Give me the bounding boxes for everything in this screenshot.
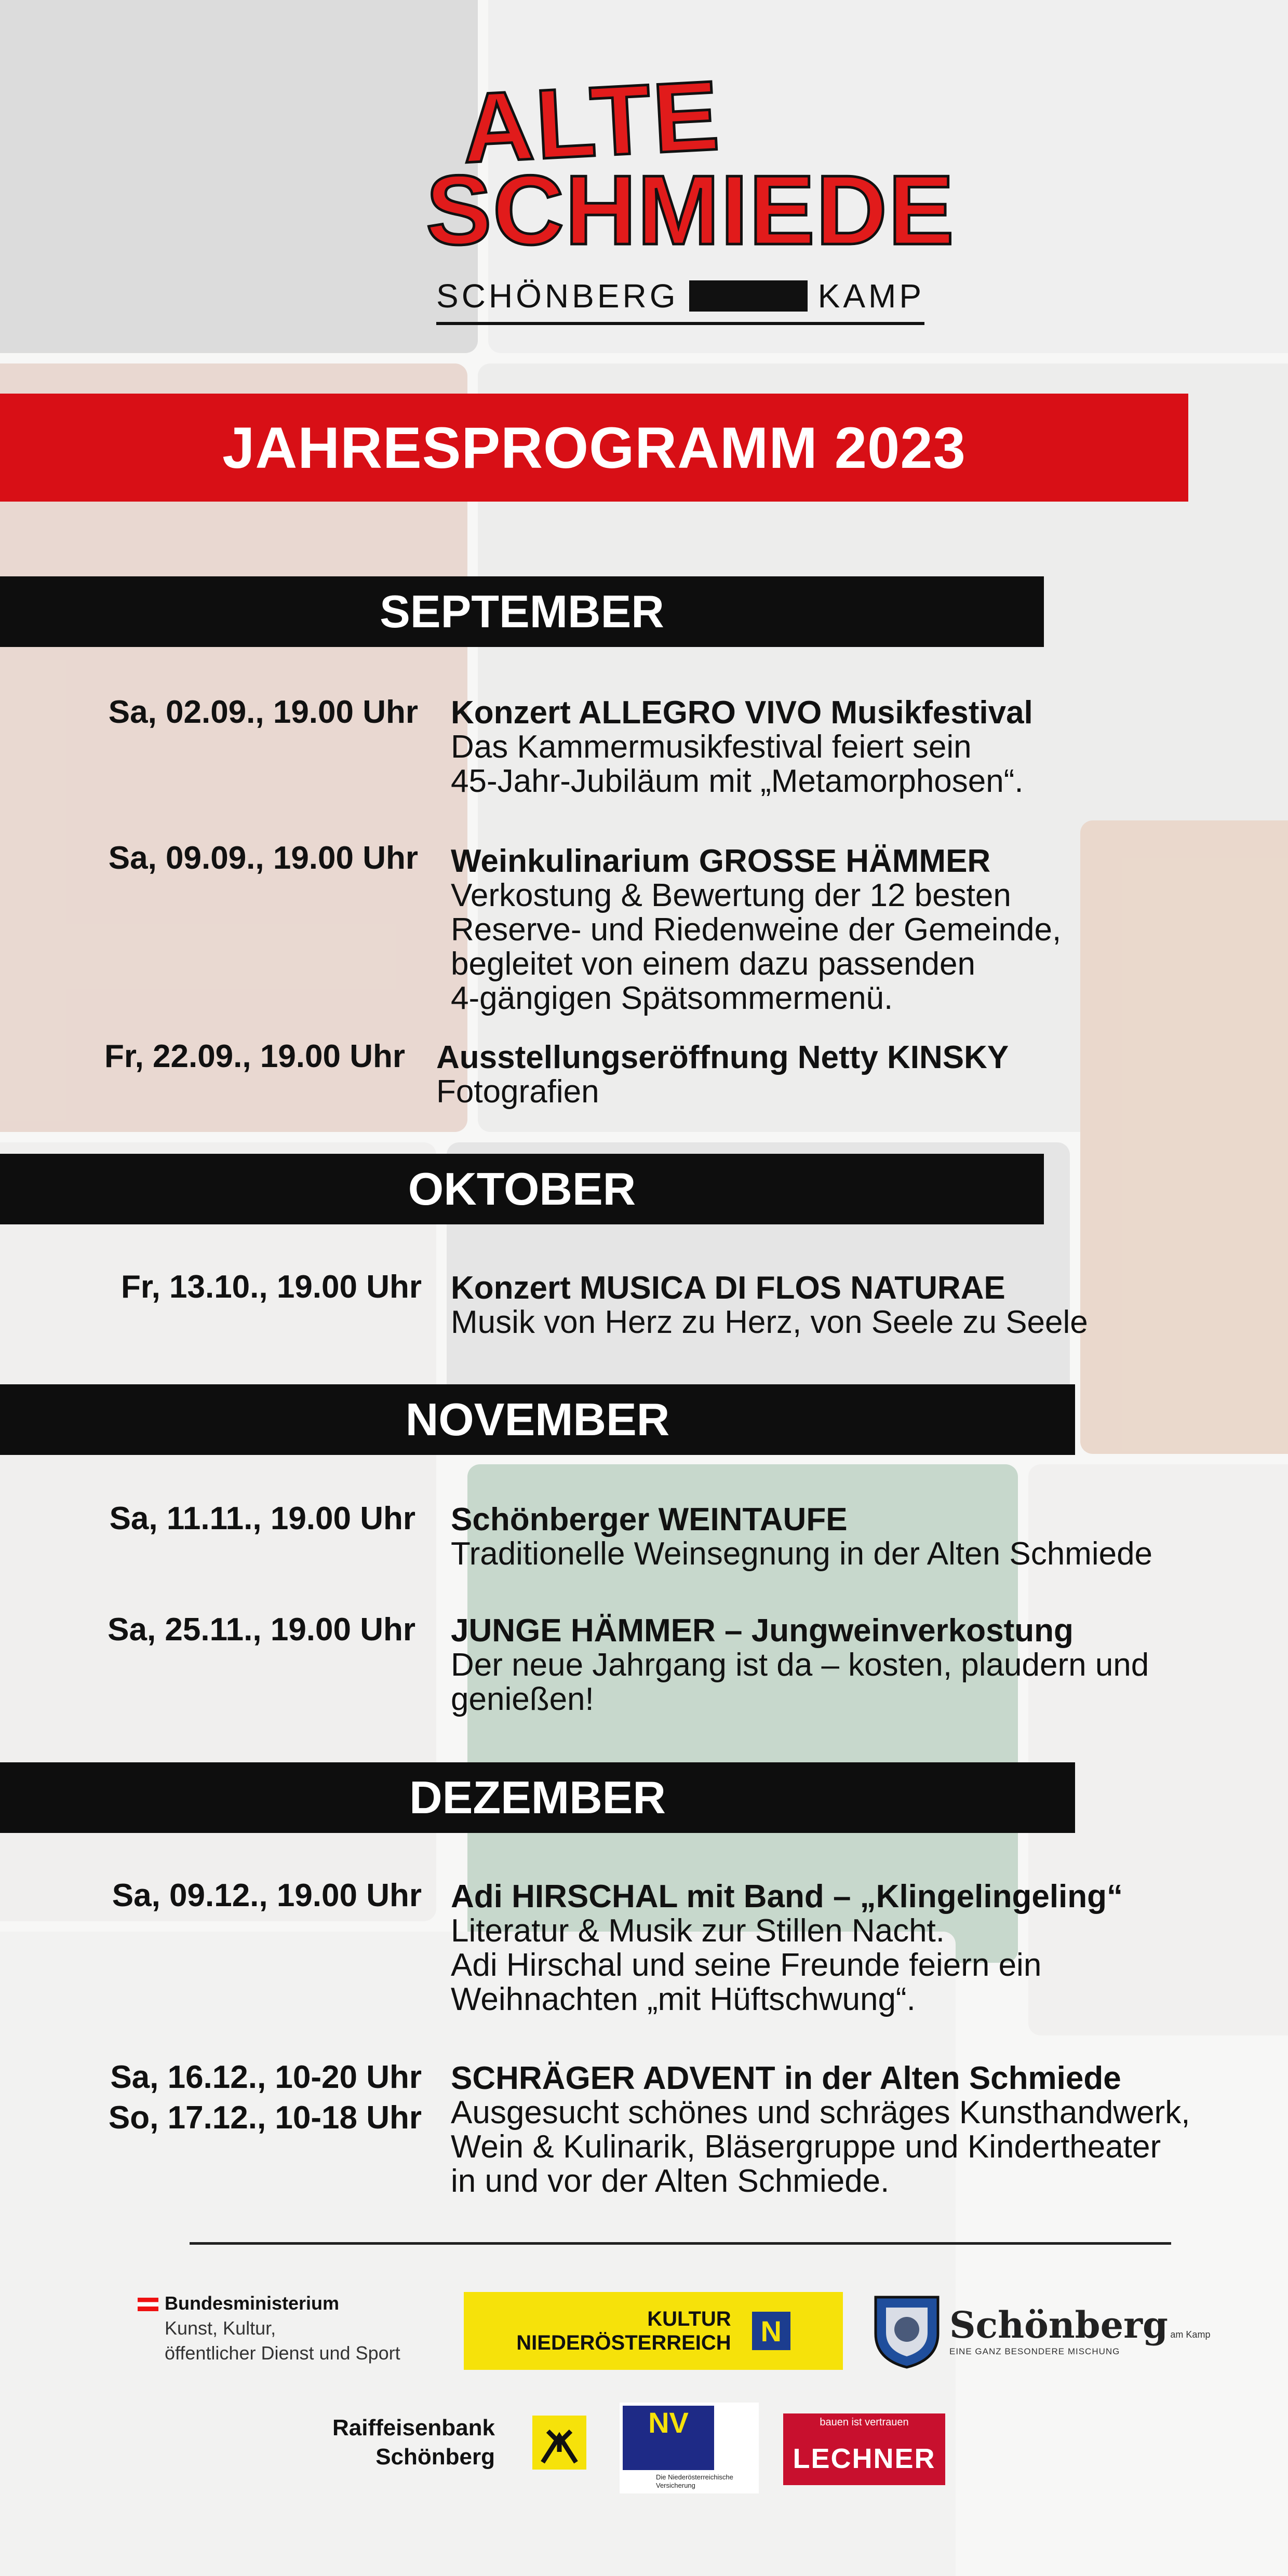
- event-description: [436, 1041, 1009, 1109]
- bmk-line3: öffentlicher Dienst und Sport: [165, 2342, 400, 2364]
- event-line: Ausgesucht schönes und schräges Kunsthandwerk,: [451, 2095, 1190, 2130]
- event-date: Sa, 09.09., 19.00 Uhr: [108, 840, 418, 876]
- event-line: begleitet von einem dazu passenden: [451, 946, 975, 982]
- month-label: NOVEMBER: [405, 1394, 670, 1445]
- logo-anvil-bar: [689, 280, 808, 312]
- nv-line1: Die Niederösterreichische: [656, 2473, 733, 2481]
- raiffeisen-line1: Raiffeisenbank: [332, 2415, 495, 2440]
- bmk-line2: Kunst, Kultur,: [165, 2317, 276, 2339]
- event-title: Weinkulinarium GROSSE HÄMMER: [451, 843, 991, 879]
- event-title: Konzert ALLEGRO VIVO Musikfestival: [451, 695, 1033, 731]
- event-line: Traditionelle Weinsegnung in der Alten Schmiede: [451, 1536, 1153, 1572]
- event-description: [451, 1503, 1152, 1571]
- lechner-name: LECHNER: [793, 2443, 936, 2474]
- event-title: Schönberger WEINTAUFE: [451, 1502, 848, 1537]
- logo-place: [436, 270, 924, 325]
- event-description: [451, 1614, 1149, 1717]
- austria-flag-icon: [138, 2298, 158, 2311]
- schoenberg-tagline: EINE GANZ BESONDERE MISCHUNG: [949, 2346, 1120, 2356]
- sponsor-schoenberg: [949, 2303, 1210, 2357]
- event-line: Musik von Herz zu Herz, von Seele zu Seele: [451, 1304, 1088, 1340]
- event-line: Wein & Kulinarik, Bläsergruppe und Kindertheater: [451, 2129, 1161, 2165]
- schoenberg-crest-icon: [870, 2292, 943, 2370]
- event-date: Fr, 13.10., 19.00 Uhr: [120, 1269, 422, 1305]
- event-title: Ausstellungseröffnung Netty KINSKY: [436, 1040, 1009, 1075]
- event-line: Literatur & Musik zur Stillen Nacht.: [451, 1913, 945, 1949]
- event-title: Adi HIRSCHAL mit Band – „Klingelingeling“: [451, 1879, 1123, 1914]
- event-title: JUNGE HÄMMER – Jungweinverkostung: [451, 1613, 1074, 1649]
- event-line: genießen!: [451, 1681, 594, 1717]
- schoenberg-wordmark: Schönberg: [949, 2303, 1168, 2346]
- title-banner: [0, 394, 1188, 502]
- event-line: in und vor der Alten Schmiede.: [451, 2163, 890, 2199]
- event-line: Adi Hirschal und seine Freunde feiern ein: [451, 1947, 1042, 1983]
- raiffeisen-gable-icon: [532, 2416, 586, 2470]
- event-description: [451, 844, 1061, 1016]
- event-date: Sa, 16.12., 10-20 Uhr: [110, 2059, 422, 2095]
- logo-line-schmiede: SCHMIEDE: [426, 155, 955, 265]
- footer-divider: [190, 2242, 1171, 2245]
- month-label: DEZEMBER: [409, 1772, 666, 1823]
- month-bar-november: [0, 1384, 1075, 1455]
- kultur-line1: KULTUR: [647, 2308, 731, 2330]
- event-description: [451, 2061, 1190, 2199]
- event-date: Sa, 09.12., 19.00 Uhr: [112, 1878, 422, 1913]
- nv-line2: Versicherung: [656, 2481, 695, 2489]
- kultur-line2: NIEDERÖSTERREICH: [516, 2331, 731, 2354]
- event-title: Konzert MUSICA DI FLOS NATURAE: [451, 1270, 1005, 1306]
- lechner-slogan: bauen ist vertrauen: [820, 2417, 909, 2428]
- schoenberg-suffix: am Kamp: [1170, 2329, 1211, 2340]
- event-line: 45-Jahr-Jubiläum mit „Metamorphosen“.: [451, 763, 1024, 799]
- sponsor-lechner: [783, 2413, 945, 2485]
- noe-logo-icon: N: [752, 2312, 790, 2350]
- event-date: Sa, 11.11., 19.00 Uhr: [109, 1501, 415, 1536]
- month-bar-dezember: [0, 1762, 1075, 1833]
- event-date: Sa, 02.09., 19.00 Uhr: [108, 694, 418, 730]
- event-date: Sa, 25.11., 19.00 Uhr: [108, 1612, 415, 1648]
- month-bar-september: [0, 576, 1044, 647]
- event-line: Verkostung & Bewertung der 12 besten: [451, 878, 1011, 913]
- event-line: Weihnachten „mit Hüftschwung“.: [451, 1981, 916, 2017]
- event-description: [451, 1880, 1123, 2017]
- month-label: OKTOBER: [408, 1163, 636, 1215]
- sponsor-nv: [620, 2403, 759, 2493]
- event-date-second: So, 17.12., 10-18 Uhr: [108, 2100, 422, 2136]
- event-line: Der neue Jahrgang ist da – kosten, plaudern und: [451, 1647, 1149, 1683]
- month-label: SEPTEMBER: [380, 586, 664, 637]
- page-title: JAHRESPROGRAMM 2023: [222, 415, 966, 480]
- raiffeisen-line2: Schönberg: [375, 2444, 495, 2470]
- logo-place-right: KAMP: [817, 277, 924, 315]
- sponsor-raiffeisen: [332, 2413, 495, 2472]
- alte-schmiede-logo: [426, 57, 955, 327]
- bmk-line1: Bundesministerium: [165, 2292, 340, 2314]
- event-date: Fr, 22.09., 19.00 Uhr: [104, 1039, 405, 1074]
- sponsor-bmk: [138, 2291, 400, 2366]
- sponsor-kultur-noe: [464, 2292, 843, 2370]
- month-bar-oktober: [0, 1154, 1044, 1224]
- logo-place-left: SCHÖNBERG: [436, 277, 679, 315]
- event-line: Fotografien: [436, 1074, 599, 1110]
- event-line: Reserve- und Riedenweine der Gemeinde,: [451, 912, 1062, 948]
- event-description: [451, 1271, 1088, 1340]
- logo-line-alte: ALTE: [459, 60, 724, 184]
- event-line: 4-gängigen Spätsommermenü.: [451, 980, 893, 1016]
- event-title: SCHRÄGER ADVENT in der Alten Schmiede: [451, 2060, 1121, 2096]
- event-description: [451, 696, 1033, 799]
- nv-mark: NV: [648, 2406, 689, 2439]
- event-line: Das Kammermusikfestival feiert sein: [451, 729, 972, 765]
